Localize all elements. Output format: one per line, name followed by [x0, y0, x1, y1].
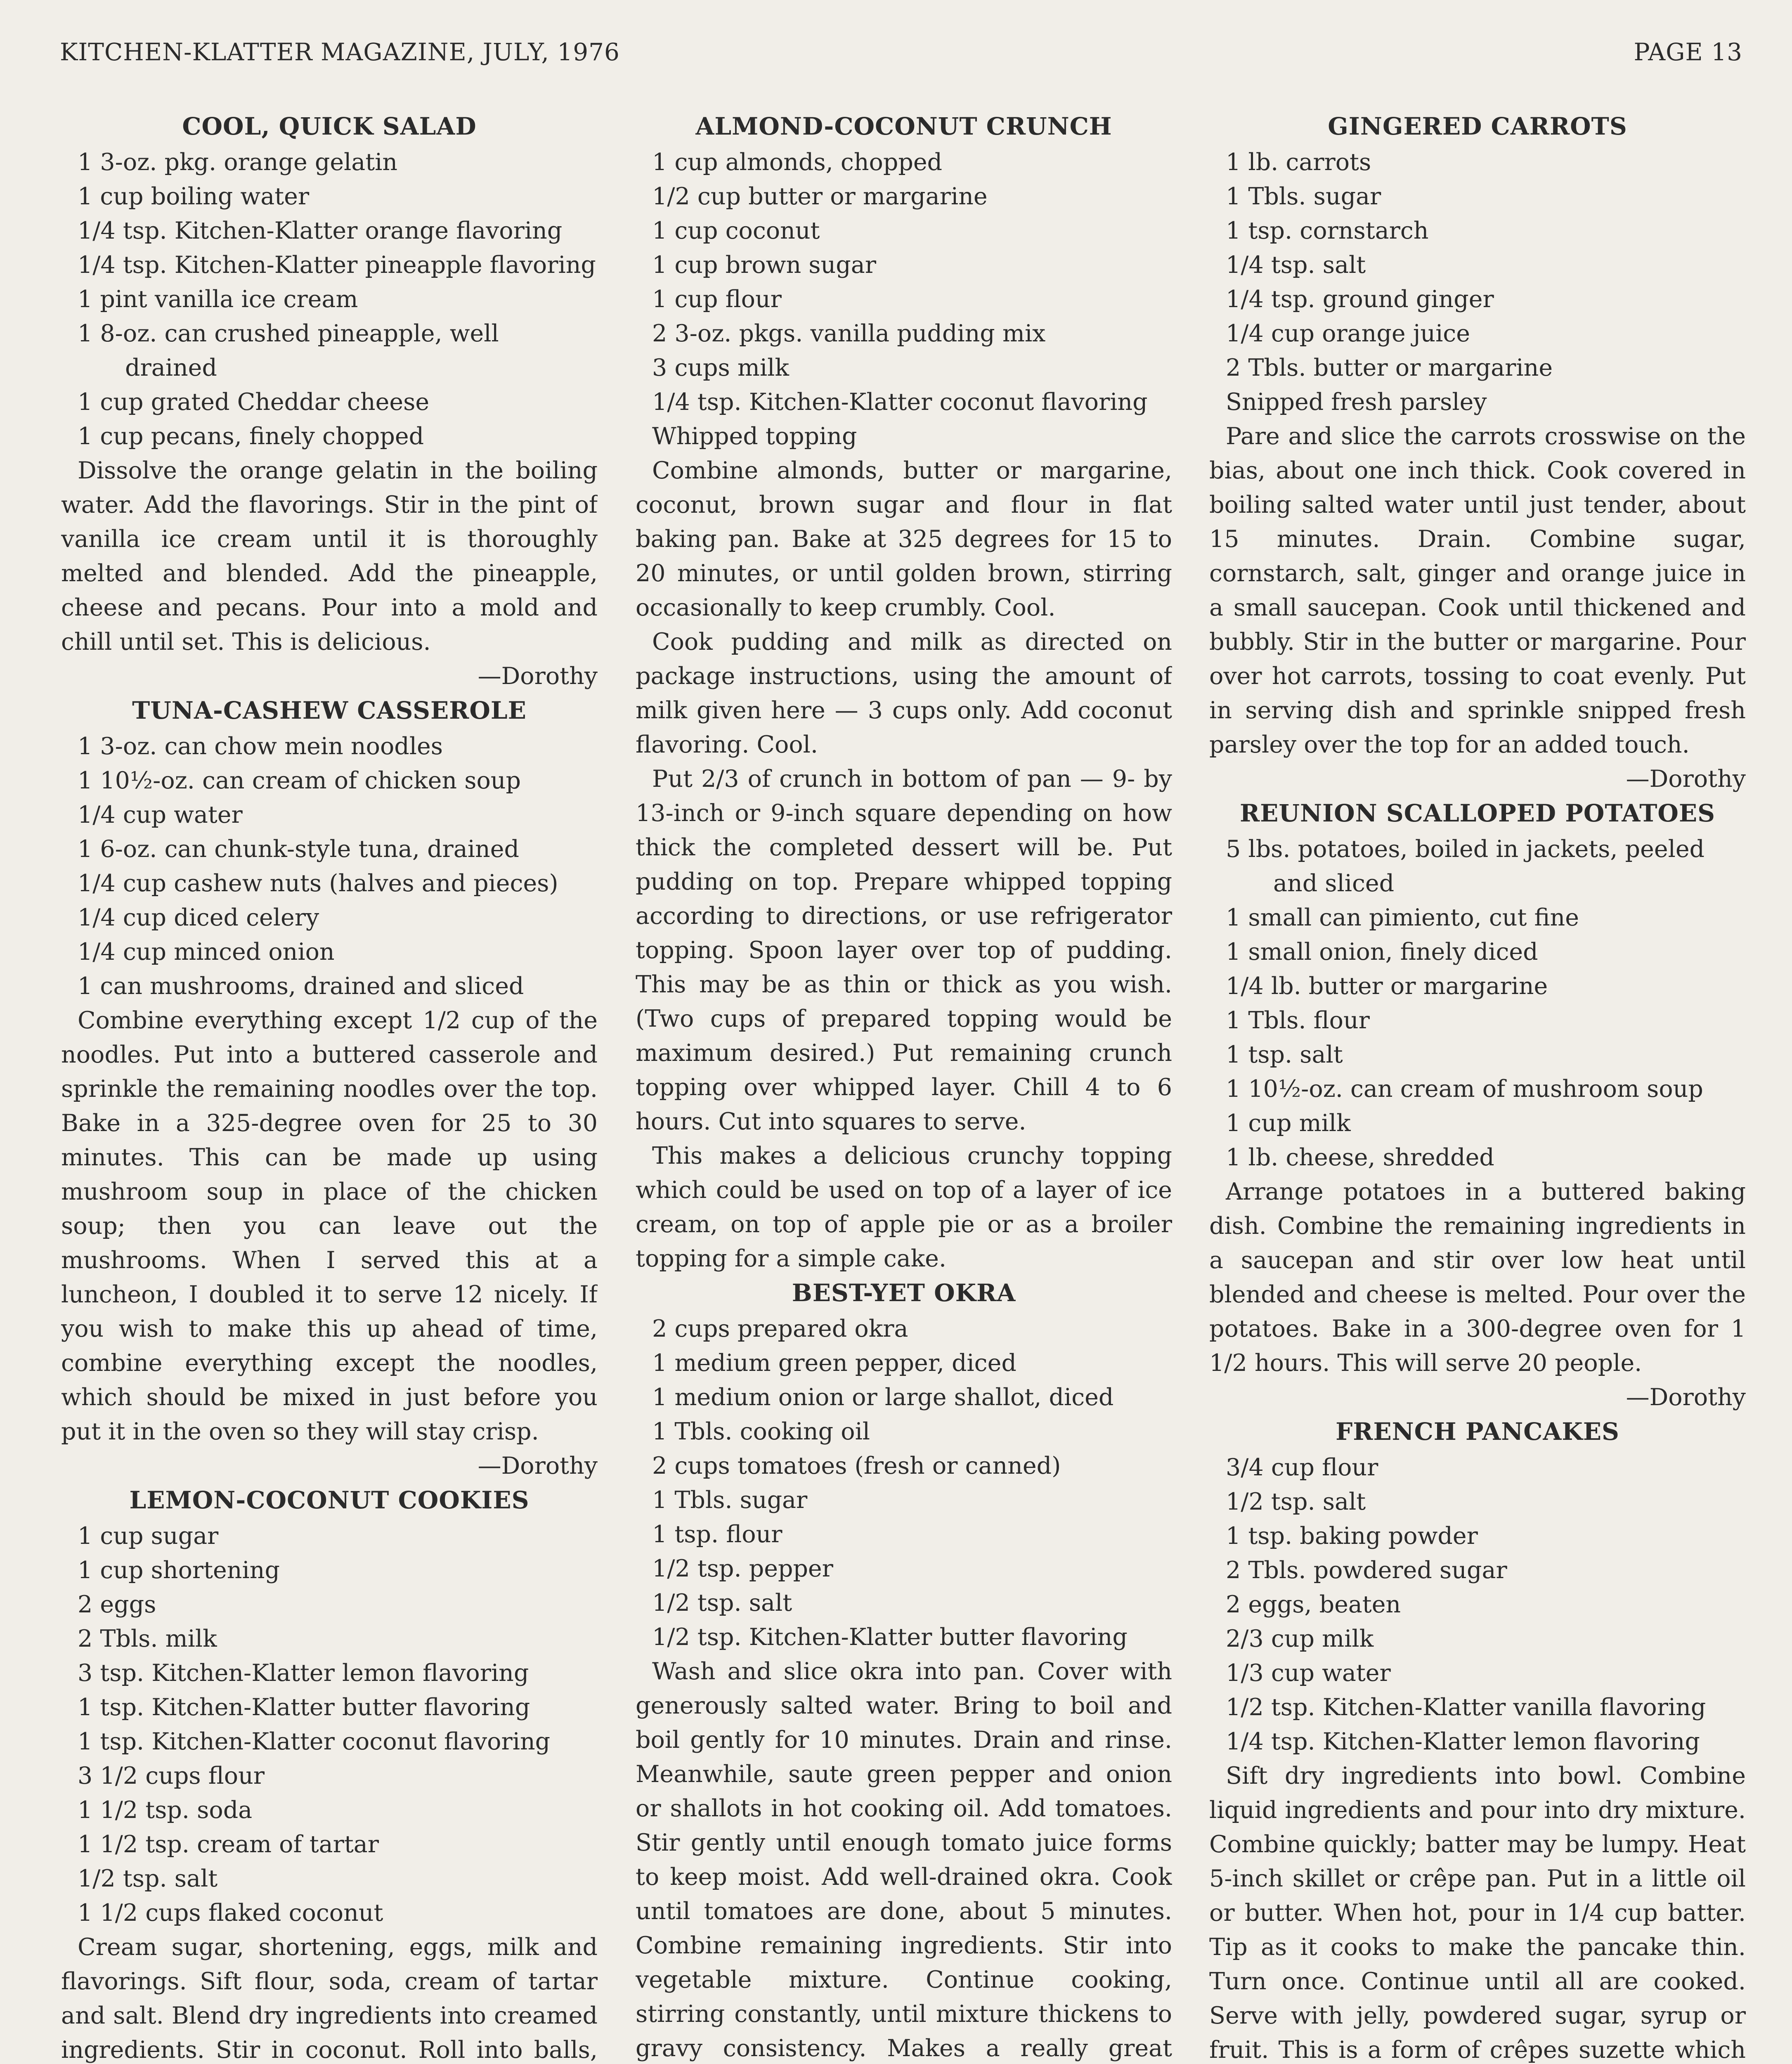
ingredient-item: 1 cup shortening	[78, 1557, 280, 1584]
recipe-title: BEST-YET OKRA	[792, 1279, 1016, 1307]
ingredient-item: 1 cup flour	[652, 286, 782, 313]
recipe-title: REUNION SCALLOPED POTATOES	[1239, 799, 1716, 827]
recipe-directions: Wash and slice okra into pan. Cover with generously salted water. Bring to boil and boil gently for 10 minutes. Drain and rinse. Meanwhile, saute green pepper and onion or shallots in hot cooking oil. Add tomatoes. Stir gently until enough tomato juice forms to keep moist. Add well-drained okra. Cook until tomatoes are done, about 5 minutes. Combine remaining ingredients. Stir into vegetable mixture. Continue cooking, stirring constantly, until mixture thickens to gravy consistency. Makes a really great	[636, 1658, 1172, 2062]
ingredient-list	[1209, 832, 1746, 1175]
ingredient-item: 1 1/2 tsp. cream of tartar	[78, 1831, 379, 1858]
recipe-signature: —Dorothy	[478, 663, 598, 690]
recipe-directions: Arrange potatoes in a buttered baking dish. Combine the remaining ingredients in a saucepan and stir over low heat until blended and cheese is melted. Pour over the potatoes. Bake in a 300-degree oven for 1 1/2 hours. This will serve 20 people.	[1209, 1178, 1746, 1377]
ingredient-item: 1 10½-oz. can cream of mushroom soup	[1226, 1075, 1703, 1103]
recipe	[61, 1483, 598, 2064]
recipe-directions: Cream sugar, shortening, eggs, milk and flavorings. Sift flour, soda, cream of tartar and salt. Blend dry ingredients into creamed ingredients. Stir in coconut. Roll into balls,	[61, 1934, 598, 2064]
ingredient-item: 1 tsp. cornstarch	[1226, 217, 1429, 244]
ingredient-item: 1 cup brown sugar	[652, 251, 876, 279]
ingredient-item: 1 lb. cheese, shredded	[1226, 1144, 1494, 1171]
ingredient-item: 2 Tbls. powdered sugar	[1226, 1557, 1507, 1584]
recipe-title: LEMON-COCONUT COOKIES	[129, 1486, 530, 1514]
ingredient-item: 2 eggs, beaten	[1226, 1591, 1401, 1618]
recipe-directions: Combine almonds, butter or margarine, coconut, brown sugar and flour in flat baking pan. Bake at 325 degrees for 15 to 20 minutes, or until golden brown, stirring occasionally to keep crumbly. Cool.	[636, 457, 1172, 621]
ingredient-item: 1/4 cup water	[78, 801, 243, 828]
ingredient-item: 3 1/2 cups flour	[78, 1762, 265, 1789]
ingredient-item: 1/4 lb. butter or margarine	[1226, 973, 1548, 1000]
ingredient-item: 1 small onion, finely diced	[1226, 938, 1538, 966]
ingredient-item: 3/4 cup flour	[1226, 1454, 1378, 1481]
ingredient-item: 1/4 tsp. Kitchen-Klatter coconut flavoring	[652, 388, 1148, 416]
ingredient-item: 1/2 tsp. Kitchen-Klatter vanilla flavoring	[1226, 1694, 1706, 1721]
ingredient-item: 1 Tbls. cooking oil	[652, 1418, 870, 1445]
ingredient-item: 2 Tbls. milk	[78, 1625, 217, 1652]
ingredient-list	[61, 729, 598, 1004]
recipe-title: FRENCH PANCAKES	[1336, 1418, 1619, 1446]
ingredient-item: 2 eggs	[78, 1591, 156, 1618]
ingredient-list	[636, 145, 1172, 454]
ingredient-item: 1 1/2 cups flaked coconut	[78, 1899, 383, 1927]
ingredient-item: 1/4 tsp. Kitchen-Klatter lemon flavoring	[1226, 1728, 1700, 1755]
ingredient-item: 3 cups milk	[652, 354, 789, 381]
ingredient-item: 1 tsp. salt	[1226, 1041, 1343, 1068]
ingredient-item: 1 lb. carrots	[1226, 149, 1371, 176]
page-number: PAGE 13	[1634, 38, 1742, 66]
recipe	[1209, 796, 1746, 1415]
ingredient-item: 1 10½-oz. can cream of chicken soup	[78, 767, 521, 794]
ingredient-item: 2 cups tomatoes (fresh or canned)	[652, 1452, 1061, 1479]
ingredient-item: 1 Tbls. sugar	[652, 1486, 808, 1514]
recipe-directions: Combine everything except 1/2 cup of the noodles. Put into a buttered casserole and sprinkle the remaining noodles over the top. Bake in a 325-degree oven for 25 to 30 minutes. This can be made up using mushroom soup in place of the chicken soup; then you can leave out the mushrooms. When I served this at a luncheon, I doubled it to serve 12 nicely. If you wish to make this up ahead of time, combine everything except the noodles, which should be mixed in just before you put it in the oven so they will stay crisp.	[61, 1007, 598, 1445]
ingredient-item: 1/2 tsp. Kitchen-Klatter butter flavoring	[652, 1624, 1128, 1651]
recipe-directions: This makes a delicious crunchy topping which could be used on top of a layer of ice cream, on top of apple pie or as a broiler topping for a simple cake.	[636, 1142, 1172, 1272]
ingredient-item: 1 tsp. baking powder	[1226, 1522, 1478, 1550]
ingredient-list	[1209, 1451, 1746, 1759]
recipe-directions: Sift dry ingredients into bowl. Combine liquid ingredients and pour into dry mixture. Combine quickly; batter may be lumpy. Heat 5-inch skillet or crêpe pan. Put in a little oil or butter. When hot, pour in 1/4 cup batter. Tip as it cooks to make the pancake thin. Turn once. Continue until all are cooked. Serve with jelly, powdered sugar, syrup or fruit. This is a form of crêpes suzette which	[1209, 1762, 1746, 2064]
ingredient-list	[61, 1519, 598, 1930]
ingredient-item: 1 8-oz. can crushed pineapple, well drained	[78, 320, 499, 381]
ingredient-item: 3 tsp. Kitchen-Klatter lemon flavoring	[78, 1659, 529, 1687]
recipe-signature: —Dorothy	[1626, 1384, 1746, 1411]
recipe	[1209, 1415, 1746, 2064]
ingredient-item: 2/3 cup milk	[1226, 1625, 1374, 1652]
ingredient-item: Snipped fresh parsley	[1226, 388, 1487, 416]
ingredient-item: 2 cups prepared okra	[652, 1315, 908, 1342]
recipe-signature: —Dorothy	[478, 1452, 598, 1479]
ingredient-item: 1/4 cup orange juice	[1226, 320, 1470, 347]
recipe	[636, 109, 1172, 1276]
ingredient-item: 1/4 tsp. Kitchen-Klatter orange flavoring	[78, 217, 563, 244]
ingredient-item: 1 cup grated Cheddar cheese	[78, 388, 430, 416]
ingredient-item: 1/4 tsp. salt	[1226, 251, 1366, 279]
ingredient-item: 2 3-oz. pkgs. vanilla pudding mix	[652, 320, 1046, 347]
ingredient-item: 1 can mushrooms, drained and sliced	[78, 973, 524, 1000]
ingredient-item: 1 small can pimiento, cut fine	[1226, 904, 1579, 931]
ingredient-item: 1/4 tsp. ground ginger	[1226, 286, 1494, 313]
ingredient-item: 1 cup milk	[1226, 1110, 1351, 1137]
ingredient-item: 1/2 tsp. salt	[78, 1865, 218, 1892]
ingredient-item: 1 medium onion or large shallot, diced	[652, 1384, 1114, 1411]
ingredient-item: 1 tsp. flour	[652, 1521, 783, 1548]
ingredient-item: 1 6-oz. can chunk-style tuna, drained	[78, 836, 519, 863]
ingredient-item: 5 lbs. potatoes, boiled in jackets, peeled and sliced	[1226, 836, 1705, 897]
ingredient-item: 1 1/2 tsp. soda	[78, 1797, 253, 1824]
ingredient-item: 1 cup boiling water	[78, 183, 310, 210]
recipe	[61, 109, 598, 694]
recipe-signature: —Dorothy	[1626, 765, 1746, 793]
recipe	[636, 1276, 1172, 2064]
ingredient-item: 1 medium green pepper, diced	[652, 1349, 1017, 1377]
ingredient-item: 1 tsp. Kitchen-Klatter butter flavoring	[78, 1694, 530, 1721]
ingredient-item: Whipped topping	[652, 423, 857, 450]
column-2	[636, 109, 1172, 2064]
ingredient-item: 1 cup pecans, finely chopped	[78, 423, 424, 450]
recipe-directions: Pare and slice the carrots crosswise on the bias, about one inch thick. Cook covered in boiling salted water until just tender, about 15 minutes. Drain. Combine sugar, cornstarch, salt, ginger and orange juice in a small saucepan. Cook until thickened and bubbly. Stir in the butter or margarine. Pour over hot carrots, tossing to coat evenly. Put in serving dish and sprinkle snipped fresh parsley over the top for an added touch.	[1209, 423, 1746, 758]
ingredient-item: 1/4 cup minced onion	[78, 938, 335, 966]
ingredient-list	[1209, 145, 1746, 419]
recipe-title: TUNA-CASHEW CASSEROLE	[132, 696, 527, 724]
ingredient-item: 1 cup sugar	[78, 1522, 219, 1550]
recipe-directions: Cook pudding and milk as directed on package instructions, using the amount of milk given here — 3 cups only. Add coconut flavoring. Cool.	[636, 628, 1172, 758]
ingredient-item: 2 Tbls. butter or margarine	[1226, 354, 1553, 381]
recipe-title: ALMOND-COCONUT CRUNCH	[695, 112, 1112, 140]
ingredient-item: 1 3-oz. can chow mein noodles	[78, 733, 443, 760]
ingredient-item: 1/3 cup water	[1226, 1659, 1391, 1687]
ingredient-item: 1 Tbls. sugar	[1226, 183, 1381, 210]
magazine-title: KITCHEN-KLATTER MAGAZINE, JULY, 1976	[60, 38, 620, 66]
ingredient-item: 1 3-oz. pkg. orange gelatin	[78, 149, 398, 176]
ingredient-item: 1/2 cup butter or margarine	[652, 183, 988, 210]
ingredient-item: 1 Tbls. flour	[1226, 1007, 1370, 1034]
recipe-directions: Dissolve the orange gelatin in the boiling water. Add the flavorings. Stir in the pint of vanilla ice cream until it is thoroughly melted and blended. Add the pineapple, cheese and pecans. Pour into a mold and chill until set. This is delicious.	[61, 457, 598, 656]
ingredient-list	[636, 1312, 1172, 1655]
recipe	[1209, 109, 1746, 796]
ingredient-item: 1/4 tsp. Kitchen-Klatter pineapple flavoring	[78, 251, 596, 279]
recipe-title: COOL, QUICK SALAD	[182, 112, 477, 140]
recipe-directions: Put 2/3 of crunch in bottom of pan — 9- by 13-inch or 9-inch square depending on how thick the completed dessert will be. Put pudding on top. Prepare whipped topping according to directions, or use refrigerator topping. Spoon layer over top of pudding. This may be as thin or thick as you wish. (Two cups of prepared topping would be maximum desired.) Put remaining crunch topping over whipped layer. Chill 4 to 6 hours. Cut into squares to serve.	[636, 765, 1172, 1135]
ingredient-item: 1 cup almonds, chopped	[652, 149, 943, 176]
recipe-title: GINGERED CARROTS	[1328, 112, 1627, 140]
column-1	[61, 109, 598, 2064]
ingredient-item: 1 cup coconut	[652, 217, 820, 244]
recipe	[61, 694, 598, 1483]
ingredient-list	[61, 145, 598, 454]
ingredient-item: 1/2 tsp. pepper	[652, 1555, 833, 1582]
ingredient-item: 1/2 tsp. salt	[652, 1589, 792, 1617]
column-3	[1209, 109, 1746, 2064]
ingredient-item: 1/4 cup diced celery	[78, 904, 319, 931]
ingredient-item: 1/2 tsp. salt	[1226, 1488, 1366, 1515]
page-header	[60, 38, 1742, 66]
ingredient-item: 1/4 cup cashew nuts (halves and pieces)	[78, 870, 558, 897]
ingredient-item: 1 tsp. Kitchen-Klatter coconut flavoring	[78, 1728, 551, 1755]
ingredient-item: 1 pint vanilla ice cream	[78, 286, 358, 313]
